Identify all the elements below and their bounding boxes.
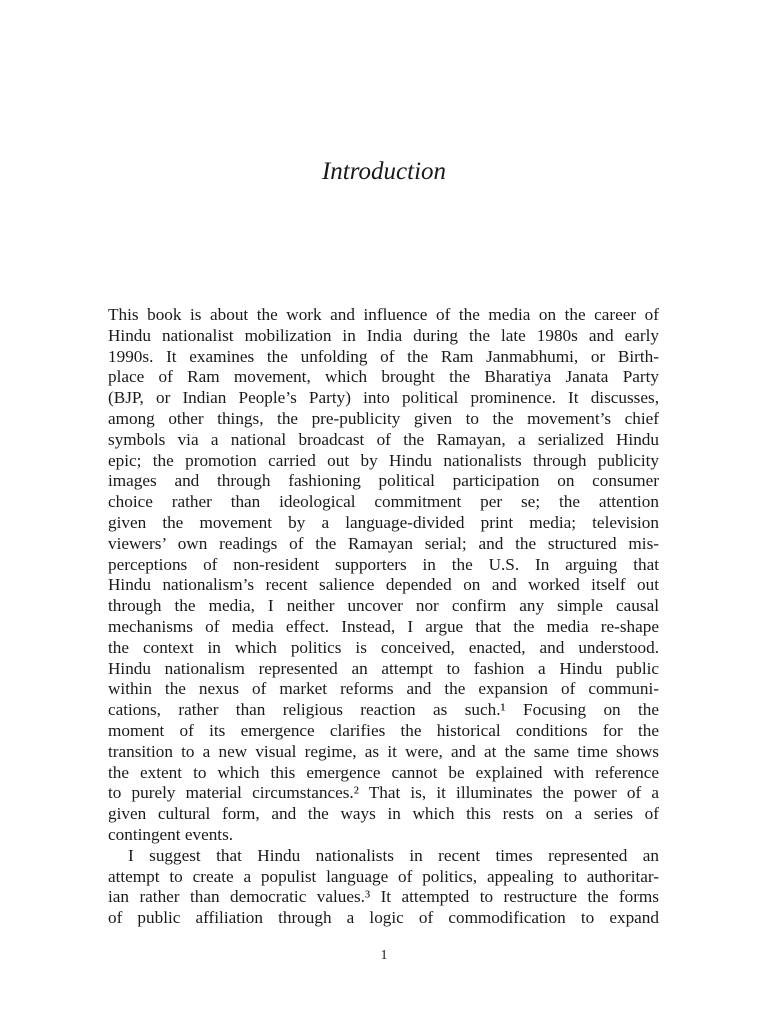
text-line: 1990s. It examines the unfolding of the Ram Janmabhumi, or Birth- (108, 346, 659, 366)
text-line: choice rather than ideological commitment per se; the attention (108, 492, 659, 512)
text-line: perceptions of non-resident supporters in the U.S. In arguing that (108, 554, 659, 574)
paragraph-2 (108, 846, 659, 929)
text-line: of public affiliation through a logic of commodification to expand (108, 908, 659, 928)
text-line: Hindu nationalism represented an attempt to fashion a Hindu public (108, 658, 659, 678)
text-line: Hindu nationalism’s recent salience depended on and worked itself out (108, 575, 659, 595)
text-line: This book is about the work and influence of the media on the career of (108, 305, 659, 324)
text-line: given the movement by a language-divided print media; television (108, 512, 659, 532)
text-line: viewers’ own readings of the Ramayan serial; and the structured mis- (108, 533, 659, 553)
text-line: among other things, the pre-publicity given to the movement’s chief (108, 408, 659, 428)
text-line: attempt to create a populist language of politics, appealing to authoritar- (108, 866, 659, 886)
text-line: ian rather than democratic values.³ It attempted to restructure the forms (108, 887, 659, 907)
text-line: within the nexus of market reforms and the expansion of communi- (108, 679, 659, 699)
text-line: through the media, I neither uncover nor confirm any simple causal (108, 596, 659, 616)
chapter-title: Introduction (321, 158, 447, 185)
text-line: moment of its emergence clarifies the historical conditions for the (108, 720, 659, 740)
text-line: mechanisms of media effect. Instead, I argue that the media re-shape (108, 616, 659, 636)
text-line: the extent to which this emergence cannot be explained with reference (108, 762, 659, 782)
text-line: I suggest that Hindu nationalists in recent times represented an (128, 845, 659, 865)
text-line: symbols via a national broadcast of the Ramayan, a serialized Hindu (108, 429, 659, 449)
text-line: Hindu nationalist mobilization in India during the late 1980s and early (108, 325, 659, 345)
paragraph-1 (108, 305, 659, 846)
text-line: contingent events. (108, 824, 234, 844)
text-line: (BJP, or Indian People’s Party) into political prominence. It discusses, (108, 388, 659, 408)
text-line: transition to a new visual regime, as it were, and at the same time shows (108, 741, 659, 761)
text-line: epic; the promotion carried out by Hindu nationalists through publicity (108, 450, 659, 470)
text-line: cations, rather than religious reaction as such.¹ Focusing on the (108, 700, 659, 720)
page-number: 1 (380, 948, 388, 963)
text-line: place of Ram movement, which brought the Bharatiya Janata Party (108, 367, 659, 387)
text-line: given cultural form, and the ways in which this rests on a series of (108, 804, 659, 824)
text-line: the context in which politics is conceived, enacted, and understood. (108, 637, 659, 657)
text-line: images and through fashioning political participation on consumer (108, 471, 659, 491)
body-text (108, 305, 659, 929)
text-line: to purely material circumstances.² That is, it illuminates the power of a (108, 783, 659, 803)
